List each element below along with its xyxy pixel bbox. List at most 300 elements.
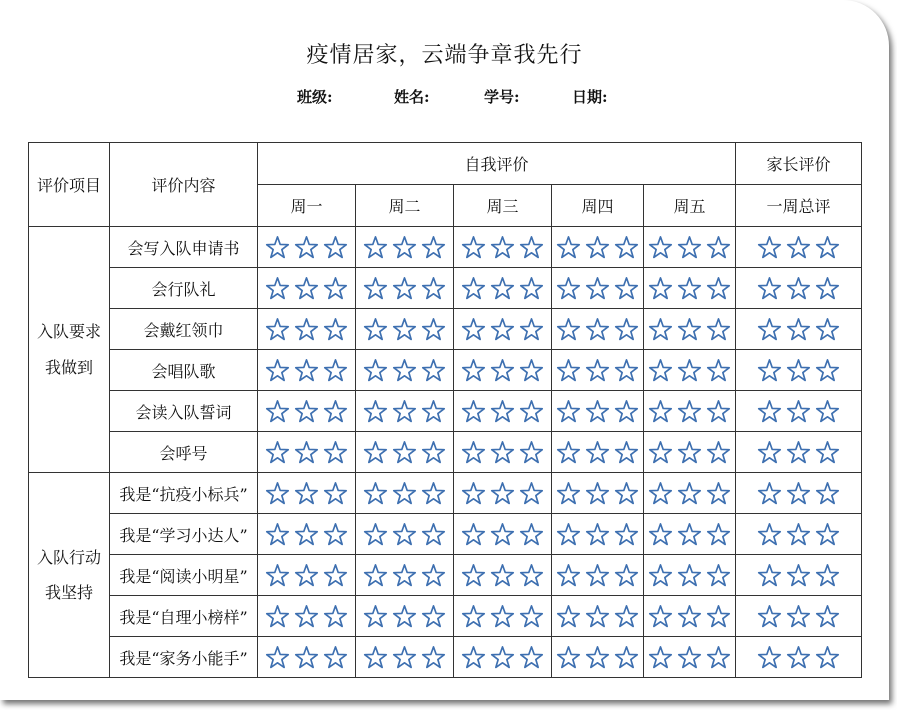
- star-rating-wed[interactable]: [454, 350, 552, 391]
- star-outline-icon[interactable]: [419, 606, 448, 625]
- star-outline-icon[interactable]: [755, 360, 784, 379]
- group-label: [29, 227, 110, 473]
- star-outline-icon[interactable]: [459, 483, 488, 502]
- evaluation-item: 我是“自理小榜样”: [110, 596, 258, 637]
- star-rating-tue[interactable]: [356, 596, 454, 637]
- star-rating-tue[interactable]: [356, 268, 454, 309]
- star-outline-icon[interactable]: [704, 565, 733, 584]
- star-outline-icon[interactable]: [784, 483, 813, 502]
- star-outline-icon[interactable]: [612, 442, 641, 461]
- star-outline-icon[interactable]: [361, 278, 390, 297]
- star-outline-icon[interactable]: [646, 606, 675, 625]
- star-rating-mon[interactable]: [258, 309, 356, 350]
- header-day-mon: 周一: [258, 185, 356, 227]
- star-outline-icon[interactable]: [554, 647, 583, 666]
- table-row: [29, 432, 862, 473]
- evaluation-item: 我是“抗疫小标兵”: [110, 473, 258, 514]
- star-rating-tue[interactable]: [356, 350, 454, 391]
- star-rating-fri[interactable]: [644, 596, 736, 637]
- star-outline-icon[interactable]: [612, 237, 641, 256]
- star-outline-icon[interactable]: [646, 319, 675, 338]
- star-rating-wed[interactable]: [454, 637, 552, 678]
- evaluation-item: 会读入队誓词: [110, 391, 258, 432]
- star-rating-tue[interactable]: [356, 227, 454, 268]
- star-rating-fri[interactable]: [644, 391, 736, 432]
- star-outline-icon[interactable]: [292, 319, 321, 338]
- star-outline-icon[interactable]: [488, 360, 517, 379]
- star-outline-icon[interactable]: [321, 401, 350, 420]
- star-rating-thu[interactable]: [552, 268, 644, 309]
- header-content: 评价内容: [110, 143, 258, 227]
- evaluation-item: 我是“学习小达人”: [110, 514, 258, 555]
- star-outline-icon[interactable]: [263, 442, 292, 461]
- star-outline-icon[interactable]: [554, 565, 583, 584]
- star-rating-weekly[interactable]: [736, 391, 862, 432]
- star-outline-icon[interactable]: [361, 483, 390, 502]
- star-rating-thu[interactable]: [552, 391, 644, 432]
- star-outline-icon[interactable]: [263, 237, 292, 256]
- group-label-line: 入队要求: [36, 322, 101, 342]
- star-outline-icon[interactable]: [646, 565, 675, 584]
- header-day-thu: 周四: [552, 185, 644, 227]
- star-outline-icon[interactable]: [321, 442, 350, 461]
- star-outline-icon[interactable]: [755, 237, 784, 256]
- star-outline-icon[interactable]: [361, 606, 390, 625]
- header-self-eval: 自我评价: [258, 143, 736, 185]
- star-outline-icon[interactable]: [583, 278, 612, 297]
- star-outline-icon[interactable]: [419, 483, 448, 502]
- star-outline-icon[interactable]: [755, 319, 784, 338]
- star-outline-icon[interactable]: [488, 319, 517, 338]
- star-outline-icon[interactable]: [263, 606, 292, 625]
- star-rating-weekly[interactable]: [736, 227, 862, 268]
- star-outline-icon[interactable]: [459, 278, 488, 297]
- star-outline-icon[interactable]: [612, 401, 641, 420]
- star-outline-icon[interactable]: [292, 483, 321, 502]
- star-outline-icon[interactable]: [675, 524, 704, 543]
- star-outline-icon[interactable]: [646, 401, 675, 420]
- star-rating-thu[interactable]: [552, 514, 644, 555]
- star-rating-mon[interactable]: [258, 637, 356, 678]
- star-rating-mon[interactable]: [258, 555, 356, 596]
- group-label-line: 我坚持: [44, 583, 93, 602]
- star-outline-icon[interactable]: [321, 524, 350, 543]
- star-outline-icon[interactable]: [646, 483, 675, 502]
- star-outline-icon[interactable]: [583, 606, 612, 625]
- star-rating-tue[interactable]: [356, 637, 454, 678]
- star-outline-icon[interactable]: [675, 278, 704, 297]
- star-outline-icon[interactable]: [459, 360, 488, 379]
- star-outline-icon[interactable]: [554, 524, 583, 543]
- star-outline-icon[interactable]: [361, 319, 390, 338]
- star-outline-icon[interactable]: [361, 442, 390, 461]
- star-rating-fri[interactable]: [644, 227, 736, 268]
- star-outline-icon[interactable]: [419, 401, 448, 420]
- star-outline-icon[interactable]: [459, 647, 488, 666]
- star-rating-mon[interactable]: [258, 350, 356, 391]
- star-outline-icon[interactable]: [517, 442, 546, 461]
- star-outline-icon[interactable]: [390, 442, 419, 461]
- star-outline-icon[interactable]: [419, 319, 448, 338]
- star-outline-icon[interactable]: [554, 360, 583, 379]
- star-outline-icon[interactable]: [292, 237, 321, 256]
- star-outline-icon[interactable]: [517, 524, 546, 543]
- star-rating-weekly[interactable]: [736, 473, 862, 514]
- star-outline-icon[interactable]: [675, 647, 704, 666]
- star-outline-icon[interactable]: [646, 278, 675, 297]
- star-outline-icon[interactable]: [488, 565, 517, 584]
- star-rating-weekly[interactable]: [736, 637, 862, 678]
- star-outline-icon[interactable]: [704, 524, 733, 543]
- star-outline-icon[interactable]: [390, 360, 419, 379]
- star-rating-fri[interactable]: [644, 473, 736, 514]
- star-outline-icon[interactable]: [517, 606, 546, 625]
- star-outline-icon[interactable]: [612, 319, 641, 338]
- star-outline-icon[interactable]: [390, 565, 419, 584]
- star-rating-weekly[interactable]: [736, 596, 862, 637]
- star-outline-icon[interactable]: [554, 278, 583, 297]
- evaluation-item: 我是“阅读小明星”: [110, 555, 258, 596]
- header-weekly-review: 一周总评: [736, 185, 862, 227]
- header-parent-eval: 家长评价: [736, 143, 862, 185]
- star-outline-icon[interactable]: [583, 647, 612, 666]
- star-outline-icon[interactable]: [704, 401, 733, 420]
- group-label-line: 入队行动: [36, 547, 101, 567]
- evaluation-item: 我是“家务小能手”: [110, 637, 258, 678]
- star-rating-weekly[interactable]: [736, 555, 862, 596]
- star-outline-icon[interactable]: [419, 524, 448, 543]
- star-rating-weekly[interactable]: [736, 350, 862, 391]
- star-outline-icon[interactable]: [390, 606, 419, 625]
- star-rating-thu[interactable]: [552, 350, 644, 391]
- star-rating-thu[interactable]: [552, 555, 644, 596]
- star-outline-icon[interactable]: [419, 565, 448, 584]
- star-rating-tue[interactable]: [356, 432, 454, 473]
- star-outline-icon[interactable]: [755, 606, 784, 625]
- star-outline-icon[interactable]: [292, 442, 321, 461]
- star-rating-weekly[interactable]: [736, 309, 862, 350]
- star-outline-icon[interactable]: [784, 647, 813, 666]
- date-label: 日期:: [572, 88, 608, 106]
- star-outline-icon[interactable]: [390, 647, 419, 666]
- star-outline-icon[interactable]: [583, 524, 612, 543]
- star-outline-icon[interactable]: [704, 237, 733, 256]
- star-outline-icon[interactable]: [321, 237, 350, 256]
- star-rating-fri[interactable]: [644, 309, 736, 350]
- star-outline-icon[interactable]: [361, 647, 390, 666]
- star-outline-icon[interactable]: [813, 606, 842, 625]
- table-row: [29, 227, 862, 268]
- star-outline-icon[interactable]: [612, 565, 641, 584]
- star-outline-icon[interactable]: [554, 401, 583, 420]
- star-outline-icon[interactable]: [755, 278, 784, 297]
- star-outline-icon[interactable]: [813, 565, 842, 584]
- star-outline-icon[interactable]: [459, 237, 488, 256]
- star-rating-fri[interactable]: [644, 555, 736, 596]
- star-outline-icon[interactable]: [755, 483, 784, 502]
- star-outline-icon[interactable]: [517, 237, 546, 256]
- star-outline-icon[interactable]: [517, 483, 546, 502]
- star-outline-icon[interactable]: [554, 606, 583, 625]
- star-outline-icon[interactable]: [488, 606, 517, 625]
- star-outline-icon[interactable]: [321, 360, 350, 379]
- star-outline-icon[interactable]: [784, 524, 813, 543]
- star-outline-icon[interactable]: [554, 319, 583, 338]
- star-rating-weekly[interactable]: [736, 268, 862, 309]
- star-outline-icon[interactable]: [390, 319, 419, 338]
- star-outline-icon[interactable]: [755, 565, 784, 584]
- star-outline-icon[interactable]: [583, 442, 612, 461]
- star-rating-wed[interactable]: [454, 391, 552, 432]
- star-outline-icon[interactable]: [583, 565, 612, 584]
- star-rating-fri[interactable]: [644, 350, 736, 391]
- star-rating-mon[interactable]: [258, 432, 356, 473]
- star-outline-icon[interactable]: [675, 606, 704, 625]
- star-outline-icon[interactable]: [459, 565, 488, 584]
- star-outline-icon[interactable]: [321, 278, 350, 297]
- star-outline-icon[interactable]: [517, 278, 546, 297]
- star-outline-icon[interactable]: [612, 606, 641, 625]
- star-outline-icon[interactable]: [784, 319, 813, 338]
- star-outline-icon[interactable]: [554, 442, 583, 461]
- star-outline-icon[interactable]: [263, 319, 292, 338]
- star-outline-icon[interactable]: [675, 483, 704, 502]
- star-outline-icon[interactable]: [612, 360, 641, 379]
- table-row: [29, 268, 862, 309]
- star-outline-icon[interactable]: [292, 606, 321, 625]
- star-outline-icon[interactable]: [321, 647, 350, 666]
- star-outline-icon[interactable]: [419, 278, 448, 297]
- star-outline-icon[interactable]: [784, 565, 813, 584]
- star-outline-icon[interactable]: [390, 278, 419, 297]
- star-outline-icon[interactable]: [583, 360, 612, 379]
- star-rating-thu[interactable]: [552, 432, 644, 473]
- star-outline-icon[interactable]: [755, 647, 784, 666]
- star-outline-icon[interactable]: [813, 647, 842, 666]
- star-outline-icon[interactable]: [646, 647, 675, 666]
- star-outline-icon[interactable]: [459, 319, 488, 338]
- star-outline-icon[interactable]: [321, 319, 350, 338]
- star-outline-icon[interactable]: [784, 237, 813, 256]
- star-outline-icon[interactable]: [488, 401, 517, 420]
- star-outline-icon[interactable]: [263, 360, 292, 379]
- star-outline-icon[interactable]: [704, 647, 733, 666]
- star-outline-icon[interactable]: [263, 524, 292, 543]
- star-outline-icon[interactable]: [813, 401, 842, 420]
- star-rating-wed[interactable]: [454, 432, 552, 473]
- star-rating-thu[interactable]: [552, 227, 644, 268]
- star-outline-icon[interactable]: [390, 524, 419, 543]
- star-outline-icon[interactable]: [646, 360, 675, 379]
- star-rating-mon[interactable]: [258, 473, 356, 514]
- star-outline-icon[interactable]: [488, 483, 517, 502]
- star-rating-tue[interactable]: [356, 555, 454, 596]
- star-outline-icon[interactable]: [419, 237, 448, 256]
- star-outline-icon[interactable]: [704, 442, 733, 461]
- star-outline-icon[interactable]: [583, 237, 612, 256]
- page-title: 疫情居家，云端争章我先行: [306, 43, 583, 68]
- star-rating-thu[interactable]: [552, 473, 644, 514]
- star-outline-icon[interactable]: [459, 524, 488, 543]
- star-outline-icon[interactable]: [755, 401, 784, 420]
- star-outline-icon[interactable]: [813, 524, 842, 543]
- star-outline-icon[interactable]: [784, 401, 813, 420]
- star-rating-mon[interactable]: [258, 514, 356, 555]
- star-outline-icon[interactable]: [583, 483, 612, 502]
- table-row: [29, 473, 862, 514]
- star-outline-icon[interactable]: [459, 401, 488, 420]
- star-rating-weekly[interactable]: [736, 432, 862, 473]
- star-rating-mon[interactable]: [258, 391, 356, 432]
- star-outline-icon[interactable]: [321, 565, 350, 584]
- table-row: [29, 555, 862, 596]
- star-rating-tue[interactable]: [356, 391, 454, 432]
- evaluation-item: 会唱队歌: [110, 350, 258, 391]
- star-rating-wed[interactable]: [454, 555, 552, 596]
- star-outline-icon[interactable]: [675, 565, 704, 584]
- star-outline-icon[interactable]: [612, 647, 641, 666]
- star-rating-fri[interactable]: [644, 637, 736, 678]
- table-row: [29, 350, 862, 391]
- star-outline-icon[interactable]: [813, 483, 842, 502]
- evaluation-table: [28, 142, 862, 678]
- star-rating-tue[interactable]: [356, 309, 454, 350]
- star-outline-icon[interactable]: [813, 237, 842, 256]
- star-outline-icon[interactable]: [675, 442, 704, 461]
- star-rating-tue[interactable]: [356, 514, 454, 555]
- star-outline-icon[interactable]: [361, 360, 390, 379]
- star-rating-thu[interactable]: [552, 309, 644, 350]
- star-outline-icon[interactable]: [361, 237, 390, 256]
- star-outline-icon[interactable]: [704, 278, 733, 297]
- star-outline-icon[interactable]: [646, 237, 675, 256]
- star-outline-icon[interactable]: [263, 278, 292, 297]
- evaluation-item: 会呼号: [110, 432, 258, 473]
- star-outline-icon[interactable]: [675, 237, 704, 256]
- star-outline-icon[interactable]: [755, 442, 784, 461]
- star-outline-icon[interactable]: [292, 278, 321, 297]
- table-row: [29, 596, 862, 637]
- table-row: [29, 637, 862, 678]
- star-outline-icon[interactable]: [517, 647, 546, 666]
- star-outline-icon[interactable]: [646, 524, 675, 543]
- star-rating-wed[interactable]: [454, 268, 552, 309]
- star-outline-icon[interactable]: [704, 606, 733, 625]
- star-outline-icon[interactable]: [517, 565, 546, 584]
- star-outline-icon[interactable]: [583, 401, 612, 420]
- star-rating-fri[interactable]: [644, 268, 736, 309]
- star-outline-icon[interactable]: [488, 442, 517, 461]
- star-outline-icon[interactable]: [321, 606, 350, 625]
- star-outline-icon[interactable]: [813, 319, 842, 338]
- star-outline-icon[interactable]: [675, 360, 704, 379]
- star-outline-icon[interactable]: [390, 401, 419, 420]
- star-outline-icon[interactable]: [292, 401, 321, 420]
- star-outline-icon[interactable]: [675, 319, 704, 338]
- star-outline-icon[interactable]: [704, 483, 733, 502]
- star-outline-icon[interactable]: [459, 442, 488, 461]
- star-outline-icon[interactable]: [813, 442, 842, 461]
- star-outline-icon[interactable]: [646, 442, 675, 461]
- star-rating-wed[interactable]: [454, 596, 552, 637]
- star-rating-mon[interactable]: [258, 596, 356, 637]
- star-outline-icon[interactable]: [488, 278, 517, 297]
- star-outline-icon[interactable]: [292, 360, 321, 379]
- group-label: [29, 473, 110, 678]
- star-outline-icon[interactable]: [784, 360, 813, 379]
- header-day-wed: 周三: [454, 185, 552, 227]
- star-outline-icon[interactable]: [459, 606, 488, 625]
- evaluation-item: 会行队礼: [110, 268, 258, 309]
- star-outline-icon[interactable]: [784, 278, 813, 297]
- star-outline-icon[interactable]: [361, 401, 390, 420]
- star-outline-icon[interactable]: [784, 442, 813, 461]
- student-id-label: 学号:: [484, 88, 520, 106]
- star-rating-weekly[interactable]: [736, 514, 862, 555]
- star-outline-icon[interactable]: [263, 401, 292, 420]
- star-outline-icon[interactable]: [390, 483, 419, 502]
- star-outline-icon[interactable]: [263, 647, 292, 666]
- star-outline-icon[interactable]: [612, 524, 641, 543]
- star-outline-icon[interactable]: [517, 319, 546, 338]
- header-day-fri: 周五: [644, 185, 736, 227]
- star-outline-icon[interactable]: [263, 483, 292, 502]
- star-outline-icon[interactable]: [704, 360, 733, 379]
- star-outline-icon[interactable]: [321, 483, 350, 502]
- star-outline-icon[interactable]: [554, 483, 583, 502]
- star-outline-icon[interactable]: [292, 647, 321, 666]
- star-outline-icon[interactable]: [612, 278, 641, 297]
- star-outline-icon[interactable]: [292, 565, 321, 584]
- star-outline-icon[interactable]: [554, 237, 583, 256]
- star-outline-icon[interactable]: [813, 360, 842, 379]
- star-outline-icon[interactable]: [517, 401, 546, 420]
- star-outline-icon[interactable]: [361, 565, 390, 584]
- star-rating-wed[interactable]: [454, 473, 552, 514]
- star-outline-icon[interactable]: [419, 647, 448, 666]
- star-rating-thu[interactable]: [552, 637, 644, 678]
- star-rating-wed[interactable]: [454, 227, 552, 268]
- name-label: 姓名:: [394, 88, 430, 106]
- star-outline-icon[interactable]: [704, 319, 733, 338]
- star-outline-icon[interactable]: [419, 442, 448, 461]
- star-outline-icon[interactable]: [419, 360, 448, 379]
- star-outline-icon[interactable]: [813, 278, 842, 297]
- star-rating-wed[interactable]: [454, 309, 552, 350]
- star-rating-fri[interactable]: [644, 432, 736, 473]
- star-rating-tue[interactable]: [356, 473, 454, 514]
- star-outline-icon[interactable]: [612, 483, 641, 502]
- star-rating-mon[interactable]: [258, 268, 356, 309]
- star-outline-icon[interactable]: [292, 524, 321, 543]
- star-outline-icon[interactable]: [263, 565, 292, 584]
- star-rating-mon[interactable]: [258, 227, 356, 268]
- star-outline-icon[interactable]: [488, 237, 517, 256]
- star-outline-icon[interactable]: [755, 524, 784, 543]
- star-rating-thu[interactable]: [552, 596, 644, 637]
- star-outline-icon[interactable]: [583, 319, 612, 338]
- star-outline-icon[interactable]: [488, 524, 517, 543]
- star-outline-icon[interactable]: [784, 606, 813, 625]
- star-rating-fri[interactable]: [644, 514, 736, 555]
- evaluation-item: 会戴红领巾: [110, 309, 258, 350]
- star-outline-icon[interactable]: [517, 360, 546, 379]
- star-outline-icon[interactable]: [488, 647, 517, 666]
- star-outline-icon[interactable]: [390, 237, 419, 256]
- star-outline-icon[interactable]: [361, 524, 390, 543]
- star-outline-icon[interactable]: [675, 401, 704, 420]
- star-rating-wed[interactable]: [454, 514, 552, 555]
